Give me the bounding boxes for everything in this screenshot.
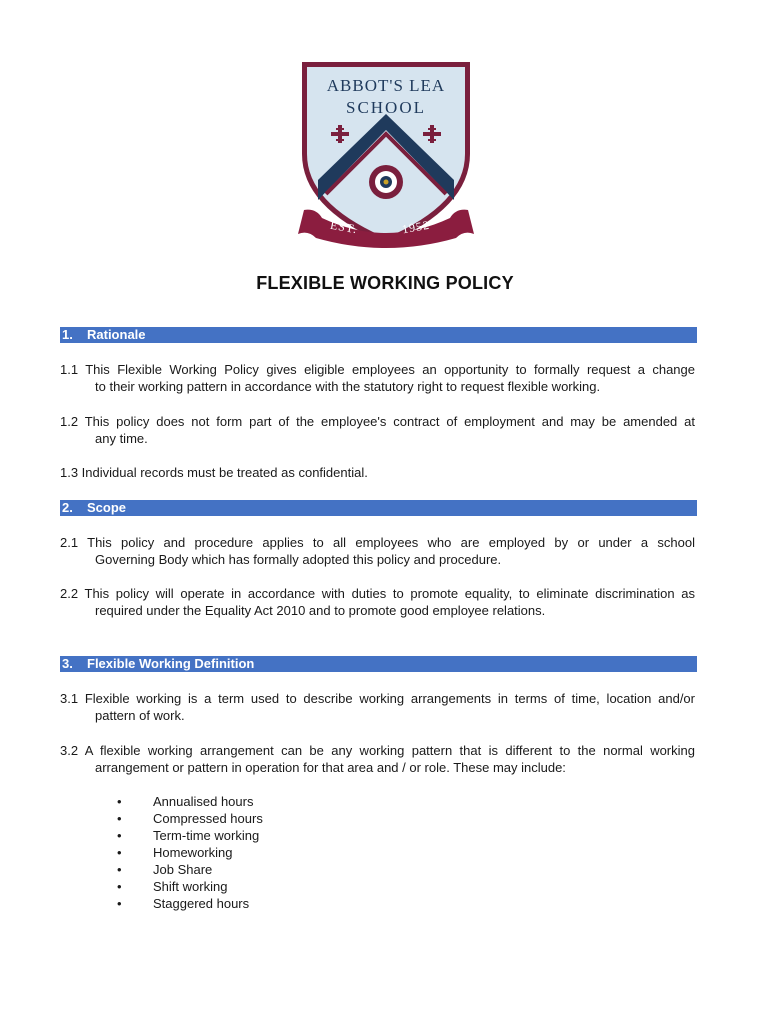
section-title: Flexible Working Definition bbox=[87, 656, 255, 671]
flexible-working-options-list bbox=[115, 793, 263, 912]
crest-year-label: 1952 bbox=[400, 217, 431, 237]
section-heading-flexible-working-definition bbox=[60, 656, 697, 672]
section-heading-scope bbox=[60, 500, 697, 516]
section-number: 1. bbox=[62, 327, 73, 342]
paragraph-3-1: 3.1 Flexible working is a term used to describe working arrangements in terms of time, location and/or pattern of work. bbox=[60, 691, 695, 723]
paragraph-3-2: 3.2 A flexible working arrangement can be any working pattern that is different to the normal working arrangement or pattern in operation for that area and / or role. These may include: bbox=[60, 743, 695, 775]
paragraph-1-1: 1.1 This Flexible Working Policy gives eligible employees an opportunity to formally request a change to their working pattern in accordance with the statutory right to request flexible working. bbox=[60, 362, 695, 394]
document-title: FLEXIBLE WORKING POLICY bbox=[256, 273, 514, 293]
list-item: • Term-time working bbox=[117, 828, 260, 843]
list-item: • Compressed hours bbox=[117, 811, 263, 826]
crest-est-label: EST. bbox=[329, 217, 359, 237]
section-number: 3. bbox=[62, 656, 73, 671]
list-item: • Annualised hours bbox=[117, 794, 254, 809]
list-item: • Job Share bbox=[117, 862, 213, 877]
section-title: Rationale bbox=[87, 327, 146, 342]
list-item: • Staggered hours bbox=[117, 896, 250, 911]
crest-name-line1: ABBOT'S LEA bbox=[326, 76, 446, 95]
list-item: • Homeworking bbox=[117, 845, 233, 860]
section-title: Scope bbox=[87, 500, 127, 515]
paragraph-1-3: 1.3 Individual records must be treated as confidential. bbox=[60, 465, 368, 480]
paragraph-1-2: 1.2 This policy does not form part of the employee's contract of employment and may be amended at any time. bbox=[60, 414, 695, 446]
crest-name-line2: SCHOOL bbox=[345, 98, 426, 117]
section-heading-rationale bbox=[60, 327, 697, 343]
section-number: 2. bbox=[62, 500, 73, 515]
school-crest-logo bbox=[296, 58, 476, 254]
paragraph-2-1: 2.1 This policy and procedure applies to all employees who are employed by or under a school Governing Body which has formally adopted this policy and procedure. bbox=[60, 535, 695, 567]
list-item: • Shift working bbox=[117, 879, 228, 894]
paragraph-2-2: 2.2 This policy will operate in accordance with duties to promote equality, to eliminate discrimination as required under the Equality Act 2010 and to promote good employee relations. bbox=[60, 586, 695, 618]
